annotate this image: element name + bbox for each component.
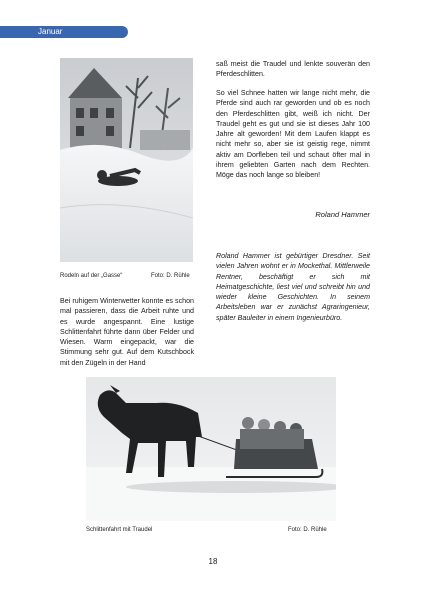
photo-sledding	[60, 58, 193, 262]
author-signature: Roland Hammer	[315, 210, 370, 219]
paragraph-intro-right: saß meist die Traudel und lenkte souverän den Pferdeschlitten.	[216, 60, 370, 79]
author-bio: Roland Hammer ist gebürtiger Dresdner. Seit vielen Jahren wohnt er in Mockethal. Mittlerweile Rentner, beschäftigt er sich mit Heimatgeschichte, liest viel und schreibt hin und wieder kleine Geschichten. In seinem Arbeitsleben war er zunächst Agraringenieur, später Bauleiter in einem Ingenieurbüro.	[216, 252, 370, 322]
photo-sleigh-ride	[86, 377, 336, 521]
sleigh-photo-image	[86, 377, 336, 521]
paragraph-left: Bei ruhigem Winterwetter konnte es schon mal passieren, dass die Arbeit ruhte und es wurde angespannt. Eine lustige Schlittenfahrt führte dann über Felder und Wiesen. Warm eingepackt, war die Stimmung sehr gut. Auf dem Kutschbock mit den Zügeln in der Hand	[60, 297, 194, 367]
photo2-caption: Schlittenfahrt mit Traudel	[86, 527, 153, 533]
section-tab: Januar	[0, 26, 128, 38]
sledding-photo-image	[60, 58, 193, 262]
photo1-caption: Rodeln auf der „Gasse“	[60, 273, 123, 279]
page-number: 18	[208, 557, 218, 566]
paragraph-main-right: So viel Schnee hatten wir lange nicht mehr, die Pferde sind auch rar geworden und ob es noch den Pferdeschlitten gibt, weiß ich nicht. Der Traudel geht es gut und sie ist dieses Jahr 100 Jahre alt geworden! Mit dem Laufen klappt es nicht mehr so, aber sie ist geistig rege, nimmt aktiv am Dorfleben teil und schaut öfter mal in ihrem geliebten Garten nach dem Rechten. Möge das noch lange so bleiben!	[216, 89, 370, 180]
photo2-credit: Foto: D. Rühle	[288, 527, 327, 533]
photo1-credit: Foto: D. Rühle	[151, 273, 190, 279]
